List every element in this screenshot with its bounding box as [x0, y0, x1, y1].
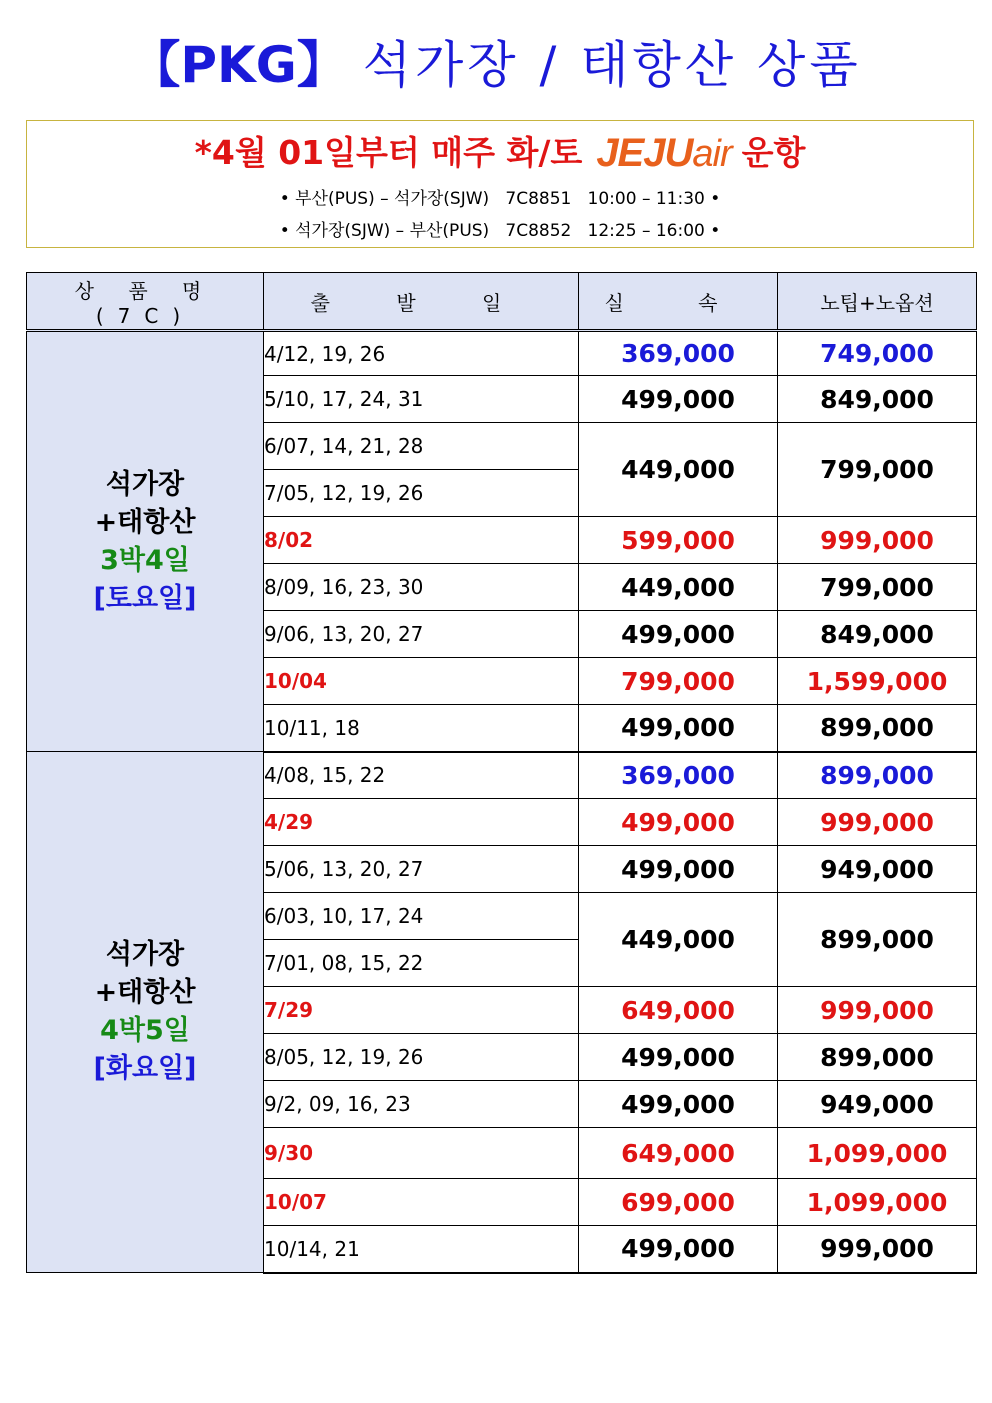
- price-cell: 499,000: [579, 705, 778, 752]
- price-cell: 499,000: [579, 846, 778, 893]
- route-return: • 석가장(SJW) – 부산(PUS) 7C8852 12:25 – 16:00 •: [279, 221, 721, 241]
- title-text: 석가장 / 태항산 상품: [362, 36, 862, 94]
- no-tip-option-price-cell: 949,000: [778, 1081, 977, 1128]
- departure-date-cell: 6/07, 14, 21, 28: [264, 423, 579, 470]
- departure-date-cell: 10/11, 18: [264, 705, 579, 752]
- page-title: [0, 30, 992, 100]
- departure-date-cell: 7/29: [264, 987, 579, 1034]
- no-tip-option-price-cell: 899,000: [778, 752, 977, 799]
- price-cell: 369,000: [579, 752, 778, 799]
- departure-date-cell: 4/12, 19, 26: [264, 331, 579, 376]
- product-name-cell: 석가장 +태항산 4박5일 [화요일]: [27, 752, 264, 1273]
- table-row: [27, 752, 977, 799]
- departure-date-cell: 5/10, 17, 24, 31: [264, 376, 579, 423]
- departure-date-cell: 10/04: [264, 658, 579, 705]
- departure-date-cell: 7/01, 08, 15, 22: [264, 940, 579, 987]
- no-tip-option-price-cell: 899,000: [778, 705, 977, 752]
- header-product: 상 품 명(7C): [27, 273, 264, 331]
- no-tip-option-price-cell: 849,000: [778, 376, 977, 423]
- no-tip-option-price-cell: 1,599,000: [778, 658, 977, 705]
- departure-date-cell: 4/29: [264, 799, 579, 846]
- departure-date-cell: 10/07: [264, 1179, 579, 1226]
- departure-date-cell: 6/03, 10, 17, 24: [264, 893, 579, 940]
- price-cell: 449,000: [579, 893, 778, 987]
- price-cell: 499,000: [579, 1226, 778, 1273]
- no-tip-option-price-cell: 999,000: [778, 1226, 977, 1273]
- headline-schedule: *4월 01일부터 매주 화/토: [194, 133, 583, 172]
- departure-date-cell: 10/14, 21: [264, 1226, 579, 1273]
- departure-date-cell: 9/06, 13, 20, 27: [264, 611, 579, 658]
- route-outbound: • 부산(PUS) – 석가장(SJW) 7C8851 10:00 – 11:30 •: [279, 189, 721, 209]
- no-tip-option-price-cell: 799,000: [778, 564, 977, 611]
- table-row: [27, 331, 977, 376]
- title-pkg: 【PKG】: [130, 36, 347, 94]
- price-cell: 499,000: [579, 376, 778, 423]
- headline-operation: 운항: [741, 133, 806, 172]
- no-tip-option-price-cell: 799,000: [778, 423, 977, 517]
- price-cell: 449,000: [579, 423, 778, 517]
- jejuair-logo: JEJUair: [596, 131, 732, 175]
- no-tip-option-price-cell: 999,000: [778, 987, 977, 1034]
- departure-date-cell: 8/05, 12, 19, 26: [264, 1034, 579, 1081]
- table-header-row: [27, 273, 977, 331]
- price-cell: 799,000: [579, 658, 778, 705]
- price-cell: 649,000: [579, 1128, 778, 1179]
- departure-date-cell: 4/08, 15, 22: [264, 752, 579, 799]
- departure-date-cell: 8/02: [264, 517, 579, 564]
- no-tip-option-price-cell: 949,000: [778, 846, 977, 893]
- no-tip-option-price-cell: 849,000: [778, 611, 977, 658]
- price-cell: 499,000: [579, 1081, 778, 1128]
- price-table: [26, 272, 977, 1274]
- price-cell: 499,000: [579, 799, 778, 846]
- no-tip-option-price-cell: 999,000: [778, 799, 977, 846]
- departure-date-cell: 8/09, 16, 23, 30: [264, 564, 579, 611]
- price-cell: 699,000: [579, 1179, 778, 1226]
- no-tip-option-price-cell: 899,000: [778, 1034, 977, 1081]
- header-option: 노팁+노옵션: [778, 273, 977, 331]
- departure-date-cell: 7/05, 12, 19, 26: [264, 470, 579, 517]
- price-cell: 449,000: [579, 564, 778, 611]
- departure-date-cell: 9/2, 09, 16, 23: [264, 1081, 579, 1128]
- product-name-cell: 석가장 +태항산 3박4일 [토요일]: [27, 331, 264, 752]
- header-price: 실 속: [579, 273, 778, 331]
- flight-headline: [27, 127, 973, 180]
- price-cell: 499,000: [579, 611, 778, 658]
- no-tip-option-price-cell: 1,099,000: [778, 1128, 977, 1179]
- price-cell: 649,000: [579, 987, 778, 1034]
- no-tip-option-price-cell: 999,000: [778, 517, 977, 564]
- price-cell: 599,000: [579, 517, 778, 564]
- header-departure: 출 발 일: [264, 273, 579, 331]
- no-tip-option-price-cell: 749,000: [778, 331, 977, 376]
- no-tip-option-price-cell: 1,099,000: [778, 1179, 977, 1226]
- departure-date-cell: 5/06, 13, 20, 27: [264, 846, 579, 893]
- no-tip-option-price-cell: 899,000: [778, 893, 977, 987]
- flight-info-box: [26, 120, 974, 248]
- price-cell: 369,000: [579, 331, 778, 376]
- departure-date-cell: 9/30: [264, 1128, 579, 1179]
- price-cell: 499,000: [579, 1034, 778, 1081]
